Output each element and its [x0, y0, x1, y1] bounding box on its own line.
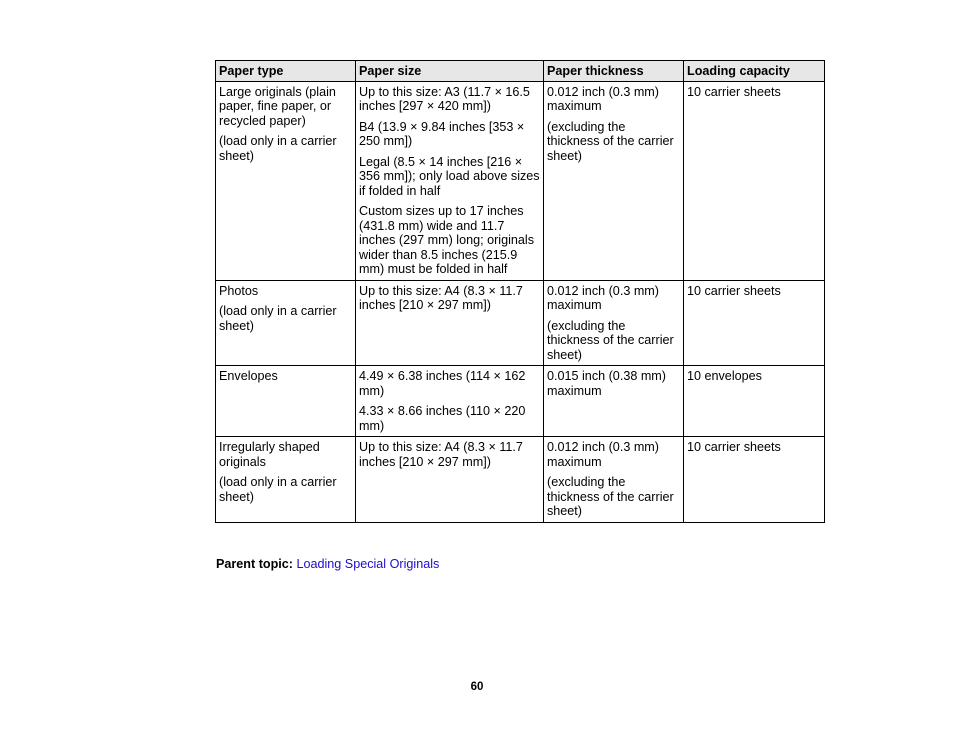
cell-text: Legal (8.5 × 14 inches [216 × 356 mm]); only load above sizes if folded in half [359, 154, 540, 198]
cell-text: (load only in a carrier sheet) [219, 475, 337, 504]
table-row [216, 280, 825, 366]
cell-loading-capacity [684, 366, 825, 437]
cell-paper-type [216, 366, 356, 437]
cell-paper-type [216, 437, 356, 523]
cell-paper-thickness [544, 81, 684, 280]
cell-text: 0.012 inch (0.3 mm) maximum [547, 440, 659, 469]
cell-text: Photos [219, 283, 259, 298]
table-row [216, 366, 825, 437]
cell-text: Up to this size: A4 (8.3 × 11.7 inches [210 × 297 mm]) [359, 440, 523, 469]
parent-topic [216, 557, 439, 571]
header-paper-size: Paper size [356, 61, 544, 82]
cell-paper-size [356, 437, 544, 523]
paper-spec-table [215, 60, 825, 523]
cell-text: (excluding the thickness of the carrier sheet) [547, 475, 674, 518]
cell-paper-type [216, 81, 356, 280]
cell-text: (load only in a carrier sheet) [219, 134, 337, 163]
cell-paper-thickness [544, 437, 684, 523]
header-loading-capacity: Loading capacity [684, 61, 825, 82]
cell-text: Up to this size: A3 (11.7 × 16.5 inches [297 × 420 mm]) [359, 84, 530, 113]
cell-paper-size [356, 81, 544, 280]
cell-text: Up to this size: A4 (8.3 × 11.7 inches [210 × 297 mm]) [359, 283, 523, 312]
cell-text: Envelopes [219, 369, 278, 383]
cell-text: (excluding the thickness of the carrier sheet) [547, 318, 674, 362]
parent-topic-link[interactable]: Loading Special Originals [296, 557, 440, 571]
cell-text: 0.012 inch (0.3 mm) maximum [547, 283, 659, 312]
table-row [216, 437, 825, 523]
table-header-row [216, 61, 825, 82]
cell-paper-thickness [544, 366, 684, 437]
header-paper-type: Paper type [216, 61, 356, 82]
cell-loading-capacity [684, 437, 825, 523]
page-number: 60 [470, 681, 484, 693]
cell-text: 0.015 inch (0.38 mm) maximum [547, 369, 666, 398]
cell-paper-thickness [544, 280, 684, 366]
cell-text: B4 (13.9 × 9.84 inches [353 × 250 mm]) [359, 119, 525, 148]
cell-text: (excluding the thickness of the carrier sheet) [547, 119, 674, 163]
cell-paper-type [216, 280, 356, 366]
table-row [216, 81, 825, 280]
cell-text: Large originals (plain paper, fine paper, or recycled paper) [219, 84, 336, 128]
cell-loading-capacity [684, 81, 825, 280]
cell-text: Irregularly shaped originals [219, 440, 320, 469]
cell-paper-size [356, 280, 544, 366]
cell-loading-capacity [684, 280, 825, 366]
cell-text: 10 carrier sheets [687, 84, 781, 99]
parent-topic-label: Parent topic: [216, 557, 293, 571]
cell-text: 0.012 inch (0.3 mm) maximum [547, 84, 659, 113]
cell-text: Custom sizes up to 17 inches (431.8 mm) wide and 11.7 inches (297 mm) long; originals wider than 8.5 inches (215.9 mm) must be folded in half [359, 204, 534, 276]
cell-paper-size [356, 366, 544, 437]
cell-text: 4.49 × 6.38 inches (114 × 162 mm) [359, 369, 526, 398]
header-paper-thickness: Paper thickness [544, 61, 684, 82]
cell-text: 10 envelopes [687, 369, 762, 383]
cell-text: 10 carrier sheets [687, 283, 781, 298]
cell-text: 10 carrier sheets [687, 440, 781, 454]
cell-text: 4.33 × 8.66 inches (110 × 220 mm) [359, 404, 526, 433]
cell-text: (load only in a carrier sheet) [219, 304, 337, 333]
